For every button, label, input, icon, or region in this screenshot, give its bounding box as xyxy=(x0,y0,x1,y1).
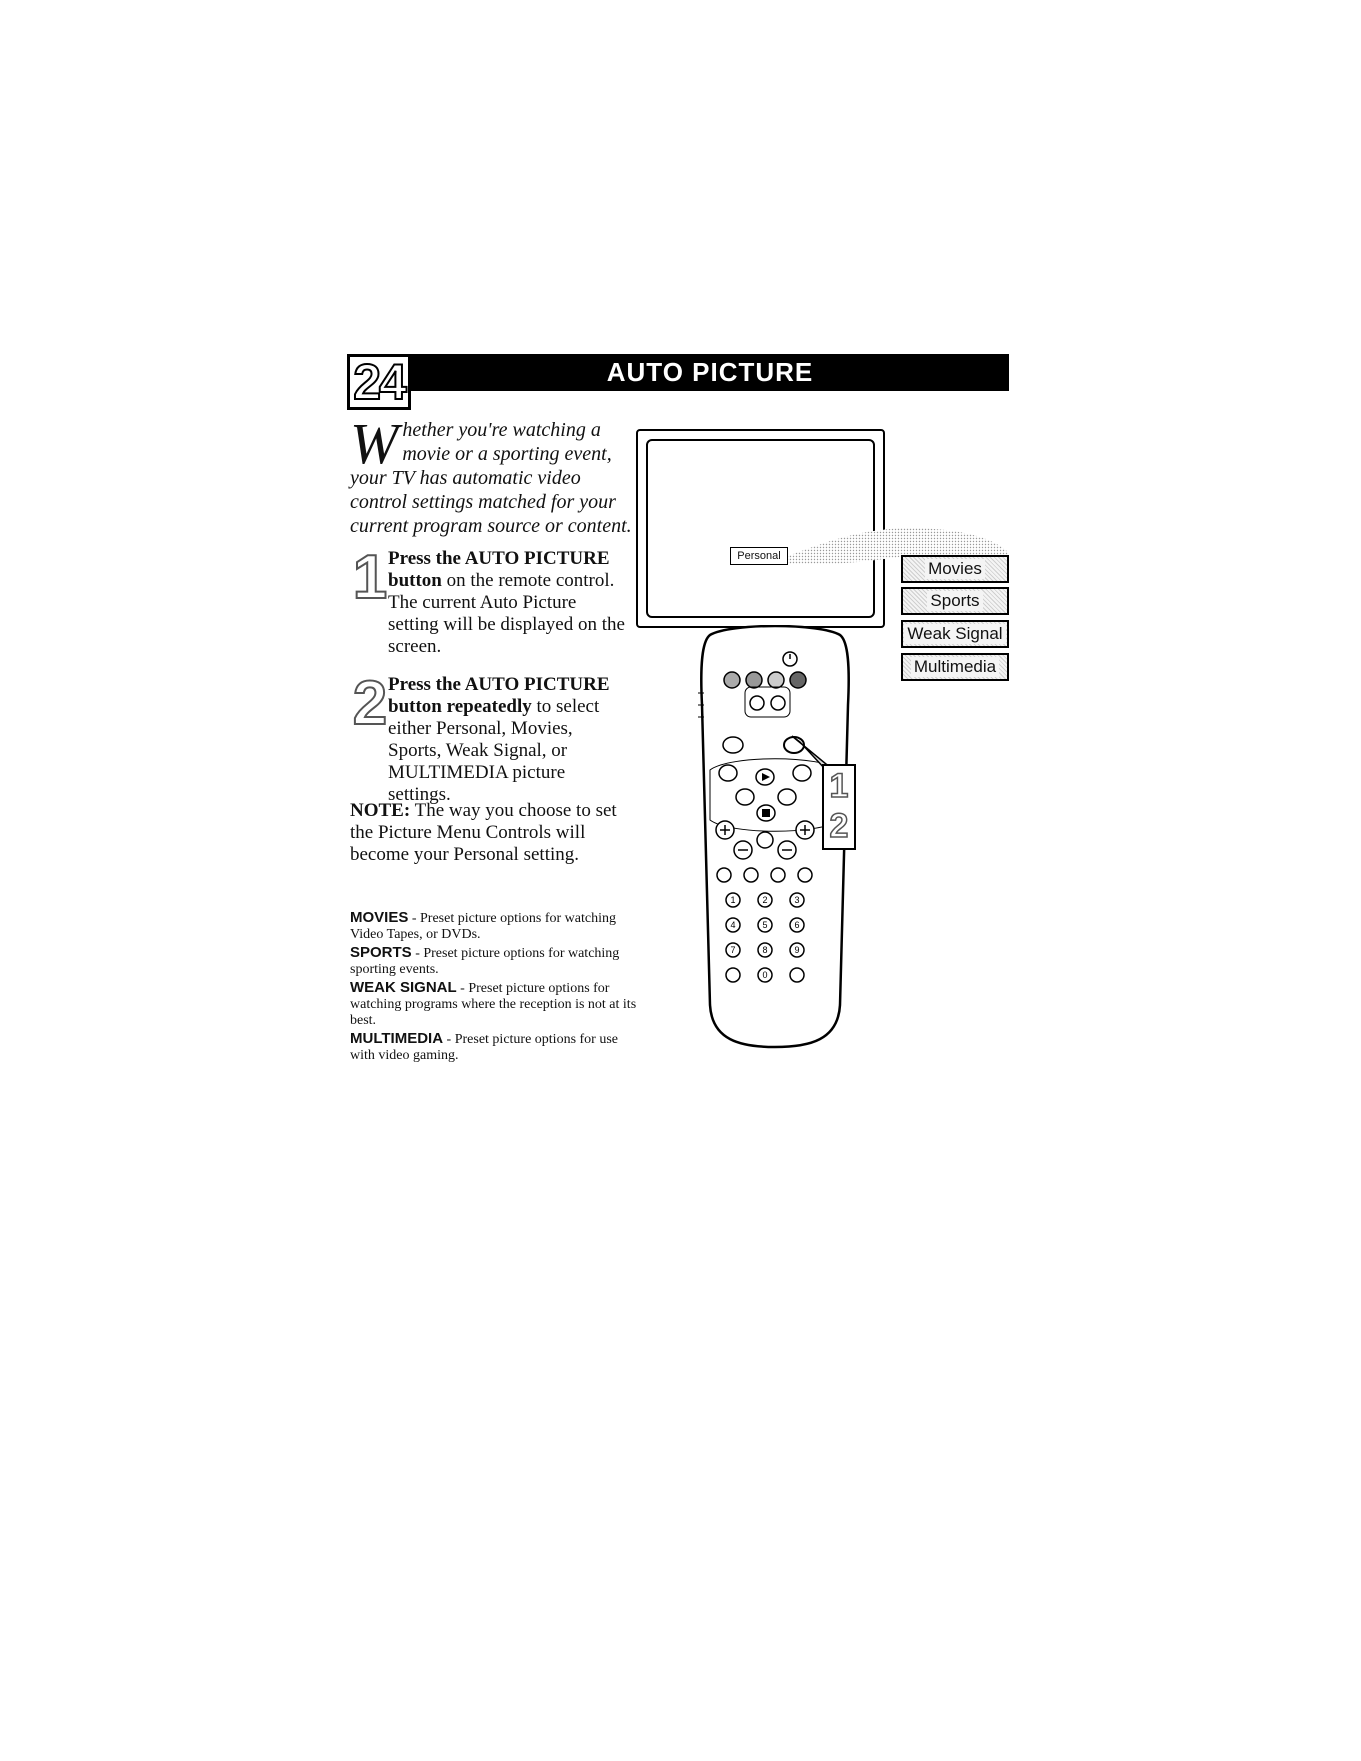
keypad-digit: 8 xyxy=(762,945,768,955)
step-text xyxy=(388,674,630,806)
definition-item xyxy=(350,1031,640,1064)
definition-item xyxy=(350,945,640,978)
keypad-digit: 6 xyxy=(794,920,800,930)
keypad-digit: 5 xyxy=(762,920,768,930)
menu-option-sports xyxy=(901,587,1009,615)
step-bold: Press the AUTO PICTURE button repeatedly xyxy=(388,674,610,717)
definition-text: - Preset picture options for watching Video Tapes, or DVDs. xyxy=(350,911,616,942)
note-text: The way you choose to set the Picture Menu Controls will become your Personal setting. xyxy=(350,800,617,865)
menu-option-movies xyxy=(901,555,1009,583)
step-1 xyxy=(350,543,630,658)
step-number: 1 xyxy=(352,543,388,612)
keypad-digit: 1 xyxy=(730,895,736,905)
intro-text: hether you're watching a movie or a sporting event, your TV has automatic video control settings matched for your current program source or content. xyxy=(350,419,632,537)
step-body: to select either Personal, Movies, Sports, Weak Signal, or MULTIMEDIA picture settings. xyxy=(388,696,600,805)
page-number-box xyxy=(347,354,411,410)
note-label: NOTE: xyxy=(350,800,411,821)
step-number: 2 xyxy=(352,669,388,738)
title-bar xyxy=(411,354,1009,391)
callout-number: 1 xyxy=(829,767,849,805)
definition-term: MULTIMEDIA xyxy=(350,1030,444,1047)
definition-text: - Preset picture options for watching programs where the reception is not at its best. xyxy=(350,981,637,1028)
keypad-digit: 4 xyxy=(730,920,736,930)
power-button xyxy=(783,652,797,666)
menu-option-multimedia xyxy=(901,653,1009,681)
page-title: AUTO PICTURE xyxy=(606,357,814,387)
step-callout xyxy=(822,764,856,850)
definition-item xyxy=(350,910,640,943)
definition-term: MOVIES xyxy=(350,909,409,926)
step-body: on the remote control. The current Auto Picture setting will be displayed on the screen. xyxy=(388,570,625,657)
intro-paragraph xyxy=(350,411,640,538)
page-number: 24 xyxy=(353,354,405,410)
definition-text: - Preset picture options for use with video gaming. xyxy=(350,1032,619,1063)
keypad-digit: 9 xyxy=(794,945,800,955)
step-text xyxy=(388,548,630,658)
personal-osd-label xyxy=(730,547,788,565)
menu-option-weak-signal xyxy=(901,620,1009,648)
drop-cap: W xyxy=(350,411,399,476)
definitions-list xyxy=(350,910,640,1066)
sound-button xyxy=(723,737,743,753)
step-2 xyxy=(350,669,630,806)
keypad-digit: 0 xyxy=(762,970,768,980)
definition-term: WEAK SIGNAL xyxy=(350,979,457,996)
keypad-digit: 3 xyxy=(794,895,800,905)
step-bold: Press the AUTO PICTURE button xyxy=(388,548,610,591)
menu-option-label: Sports xyxy=(927,591,982,611)
menu-option-label: Movies xyxy=(925,559,985,579)
note-paragraph xyxy=(350,800,640,866)
definition-item xyxy=(350,980,640,1029)
definition-term: SPORTS xyxy=(350,944,412,961)
menu-option-label: Weak Signal xyxy=(904,624,1005,644)
callout-number: 2 xyxy=(829,807,849,845)
definition-text: - Preset picture options for watching sporting events. xyxy=(350,946,620,977)
menu-option-label: Multimedia xyxy=(911,657,999,677)
osd-text: Personal xyxy=(737,550,781,562)
keypad-digit: 2 xyxy=(762,895,768,905)
keypad-digit: 7 xyxy=(730,945,736,955)
